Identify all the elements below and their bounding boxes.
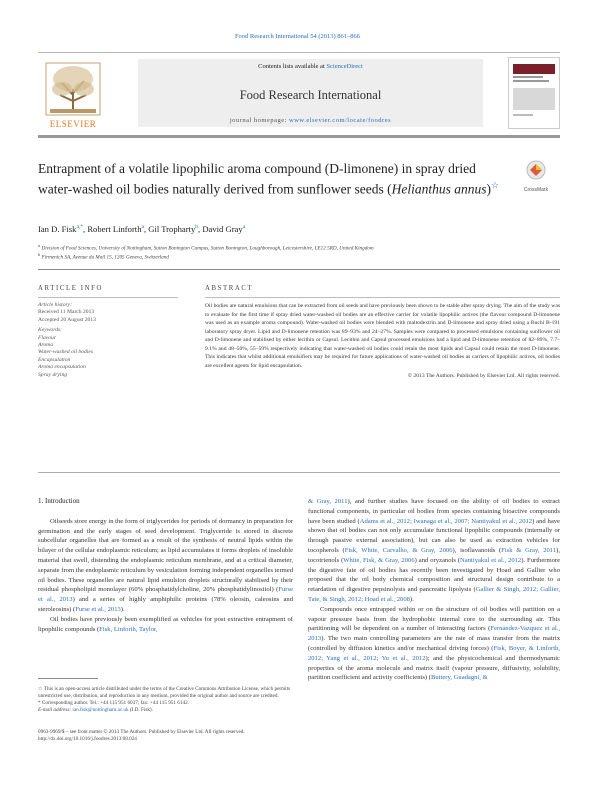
received-date: Received 11 March 2013 [38, 309, 95, 316]
article-history [38, 297, 178, 324]
journal-title: Food Research International [239, 88, 382, 102]
intro-paragraph-3 [308, 605, 560, 683]
reference-link[interactable]: Gallier & Singh, 2012; Gallier, Tate, & Singh, 2012; Hoad et al., 2008 [308, 586, 561, 603]
author-affil-sup[interactable]: a [242, 224, 246, 231]
intro-paragraph-2 [38, 615, 293, 635]
author-affil-sup[interactable]: a,* [76, 224, 84, 231]
body-column-left [38, 497, 293, 634]
keyword: Aroma [38, 342, 54, 349]
article-info [38, 285, 178, 379]
journal-homepage [138, 117, 483, 124]
author-name: Gil Tropharty [148, 224, 196, 234]
text-run: ) and oryzanols ( [414, 556, 461, 564]
article-title [38, 160, 508, 198]
author-name: Robert Linforth [87, 224, 142, 234]
footnotes [38, 686, 293, 714]
issn-line: 0963-9969/$ – see front matter © 2013 The Authors. Published by Elsevier Ltd. All rights reserved. [38, 729, 245, 735]
reference-link[interactable]: Fisk, White, Carvalho, & Gray, 2006 [344, 546, 453, 554]
doi-link[interactable]: http://dx.doi.org/10.1016/j.foodres.2013.08.024 [38, 736, 137, 742]
text-run: Oilseeds store energy in the form of triglycerides for periods of dormancy in preparation for germination and the early stages of seed development. Triglyceride is stored in discrete subcellular organelles that are formed as a result of the synthesis of neutral lipids within the bilayer of the cellular endoplasmic reticulum; as lipid accumulates it forms droplets of insoluble material that swell, distending the endoplasmic reticulum membrane, and at a critical diameter, separate from the endoplasmic reticulum by vesiculation forming independent organelles termed oil bodies. These organelles are natural lipid emulsion droplets structurally stabilised by their residual phospholipid monolayer (60% phosphatidylcholine, 20% phosphatidylinositol) ( [38, 517, 293, 594]
title-main: Entrapment of a volatile lipophilic aroma compound (D-limonene) in spray dried water-washed oil bodies naturally derived from sunflower seeds ( [38, 161, 476, 197]
reference-link[interactable]: & Gray, 2011 [308, 498, 348, 505]
open-access-footnote: ☆ This is an open-access article distributed under the terms of the Creative Commons Attribution License, which permits unrestricted use, distribution, and reproduction in any medium, provided the original author and source are credited. [38, 686, 291, 699]
abstract-text: Oil bodies are natural emulsions that can be extracted from oil seeds and have previously been shown to be stable after spray drying. The aim of the study was to evaluate for the first time if spray dried water-washed oil bodies are an effective carrier for volatile lipophilic actives (the flavour compound D-limonene was used as an example aroma compound). Water-washed oil bodies were blended with maltodextrin and D-limonene and spray dried using a Buchi B-191 laboratory spray dryer. Lipid and D-limonene retention was 89–93% and 24–27%. Samples were compared to processed emulsions containing sunflower oil and D-limonene and stabilised by either lecithin or Capsul. Lecithin and Capsul processed emulsions had a lipid and D-limonene retention of 82–89%, 7.7–9.1% and 48–50%, 55–59% respectively indicating that water-washed oil bodies could retain the most lipids and Capsul could retain the most D-limonene. This indicates that whilst additional emulsifiers may be required for future applications of water-washed oil bodies as carriers of lipophilic actives, oil bodies are excellent agents for lipid encapsulation. [205, 303, 560, 369]
intro-paragraph-1 [38, 517, 293, 615]
abstract-heading: ABSTRACT [205, 285, 254, 292]
email-link[interactable]: ian.fisk@nottingham.ac.uk [72, 707, 129, 713]
author-list: Ian D. Fisk$^{a,*}$, Robert Linforth$^a$, Gil Tropharty$^b$, David Gray$^a$ [38, 224, 246, 234]
text-run: ), tocotrienols ( [308, 546, 561, 564]
reference-link[interactable]: Buttery, Guadagni, & [430, 674, 488, 682]
abstract-copyright: © 2013 The Authors. Published by Elsevier Ltd. All rights reserved. [407, 373, 560, 379]
crossmark-icon [518, 160, 554, 182]
footnote-rule [38, 678, 98, 679]
crossmark-label: CrossMark [523, 187, 549, 193]
section-heading-introduction: 1. Introduction [38, 497, 80, 505]
text-run: ). Furthermore the digestive fate of oil bodies has recently been investigated by Hoad and Gallier who proposed that the oil body chemical composition and structural design contribute to a retardation of digestive pepsinolysis and pancreatic lipolysis ( [308, 556, 560, 594]
abstract-divider [38, 472, 560, 473]
email-footnote [38, 707, 293, 714]
keyword: Aroma encapsulation [38, 364, 86, 371]
crossmark-badge[interactable] [518, 160, 554, 193]
journal-cover-icon [509, 58, 559, 128]
header-divider [38, 269, 560, 270]
author-affil-sup[interactable]: a [141, 224, 144, 231]
journal-citation[interactable]: Food Research International 54 (2013) 861–866 [234, 33, 361, 40]
text-run: ); and the physicochemical and thermodynamic properties of the aroma molecule and matrix itself (vapour pressure, diffusivity, solubility, partition coefficient and activity coefficients) ( [308, 654, 560, 682]
affiliation-a [38, 243, 374, 252]
text-run: ), isoflavanoids ( [452, 546, 502, 554]
keyword: Water-washed oil bodies [38, 349, 93, 356]
affiliation-sup: a [38, 243, 41, 248]
body-column-right [308, 497, 560, 683]
affiliation-text: Firmenich SA, Avenue du Mail 15, 1205 Geneva, Switzerland [41, 254, 169, 261]
email-label: E-mail address: [38, 707, 73, 713]
keyword: Spray drying [38, 371, 68, 378]
keyword: Flavour [38, 334, 57, 341]
reference-link[interactable]: Fisk & Gray, 2011 [501, 546, 557, 554]
keywords-label: Keywords: [38, 327, 63, 334]
journal-banner [138, 59, 483, 127]
abstract [205, 285, 560, 379]
text-run: ) and have shown that oil bodies can not only accumulate functional lipophilic compounds (internally or through passive external association), but can also be used as extraction vehicles for tocopherols ( [308, 517, 560, 554]
reference-link[interactable]: Fernandez-Vazquez et al., 2013 [308, 625, 560, 643]
author-name: Ian D. Fisk [38, 224, 77, 234]
reference-link[interactable]: White, Fisk, & Gray, 2006 [343, 556, 415, 564]
contents-line [138, 63, 483, 70]
text-run: ), and further studies have focused on the ability of oil bodies to extract functional components, in particular oil bodies from species containing bioactive compounds have been studied ( [308, 498, 561, 525]
elsevier-wordmark: ELSEVIER [49, 119, 97, 129]
keyword: Encapsulation [38, 356, 71, 363]
sciencedirect-link[interactable]: ScienceDirect [326, 63, 363, 70]
article-info-heading: ARTICLE INFO [38, 285, 104, 292]
affiliation-b [38, 252, 169, 261]
history-label: Article history: [38, 302, 73, 308]
title-star-footnote[interactable]: ☆ [491, 180, 500, 190]
reference-link[interactable]: Fisk, Boyer, & Linforth, 2012; Yang et al., 2012; Yu et al., 2012 [308, 644, 560, 662]
abstract-body [205, 297, 560, 379]
reference-link[interactable]: Fisk, Linforth, Taylor, [99, 625, 158, 633]
affiliation-text: Division of Food Sciences, University of Nottingham, Sutton Bonington Campus, Sutton Bonington, Loughborough, Leicestershire, LE12 5RD, United Kingdom [41, 245, 374, 252]
title-species: Helianthus annus [391, 181, 487, 197]
journal-cover-thumbnail [508, 57, 560, 129]
journal-masthead [38, 52, 560, 138]
text-run: Oil bodies have previously been exemplified as vehicles for post extractive entrapment of lipophilic compounds ( [38, 615, 293, 633]
text-run: ). The two main controlling parameters are the rate of mass transfer from the matrix (controlled by diffusion kinetics and/or mechanical driving forces) ( [308, 635, 560, 652]
reference-link[interactable]: Furse et al., 2013 [75, 605, 121, 613]
author-name: David Gray [202, 224, 243, 234]
text-run: Compounds once entrapped within or on the structure of oil bodies will partition on a vapour pressure basis from the hydrophobic internal core to the surrounding air. This partitioning will be dependent on a number of interacting factors ( [308, 605, 560, 633]
intro-paragraph-2-continued [308, 497, 560, 605]
reference-link[interactable]: Furse et al., 2013 [38, 586, 293, 604]
affiliation-sup: b [38, 252, 41, 257]
corresponding-author-footnote: * Corresponding author. Tel.: +44 115 951 6037; fax: +44 115 951 6142. [38, 700, 189, 706]
text-run: ). [409, 595, 414, 603]
title-close: ) [486, 181, 492, 197]
keywords-block [38, 327, 178, 379]
text-run: ). [120, 605, 125, 613]
homepage-prefix: journal homepage: [229, 117, 290, 124]
text-run: ) and a series of highly amphiphilic proteins (78% oleosin, caleosins and steroleosins) ( [38, 596, 293, 613]
accepted-date: Accepted 20 August 2013 [38, 316, 96, 323]
contents-prefix: Contents lists available at [258, 63, 327, 70]
email-suffix: (I.D. Fisk). [128, 707, 153, 713]
homepage-link[interactable]: www.elsevier.com/locate/foodres [289, 117, 392, 124]
author-affil-sup[interactable]: b [195, 224, 199, 231]
reference-link[interactable]: Nantiyakul et al., 2012 [460, 556, 522, 564]
reference-link[interactable]: Adams et al., 2012; Iwanaga et al., 2007; Nantiyakul et al., 2012 [359, 517, 533, 525]
